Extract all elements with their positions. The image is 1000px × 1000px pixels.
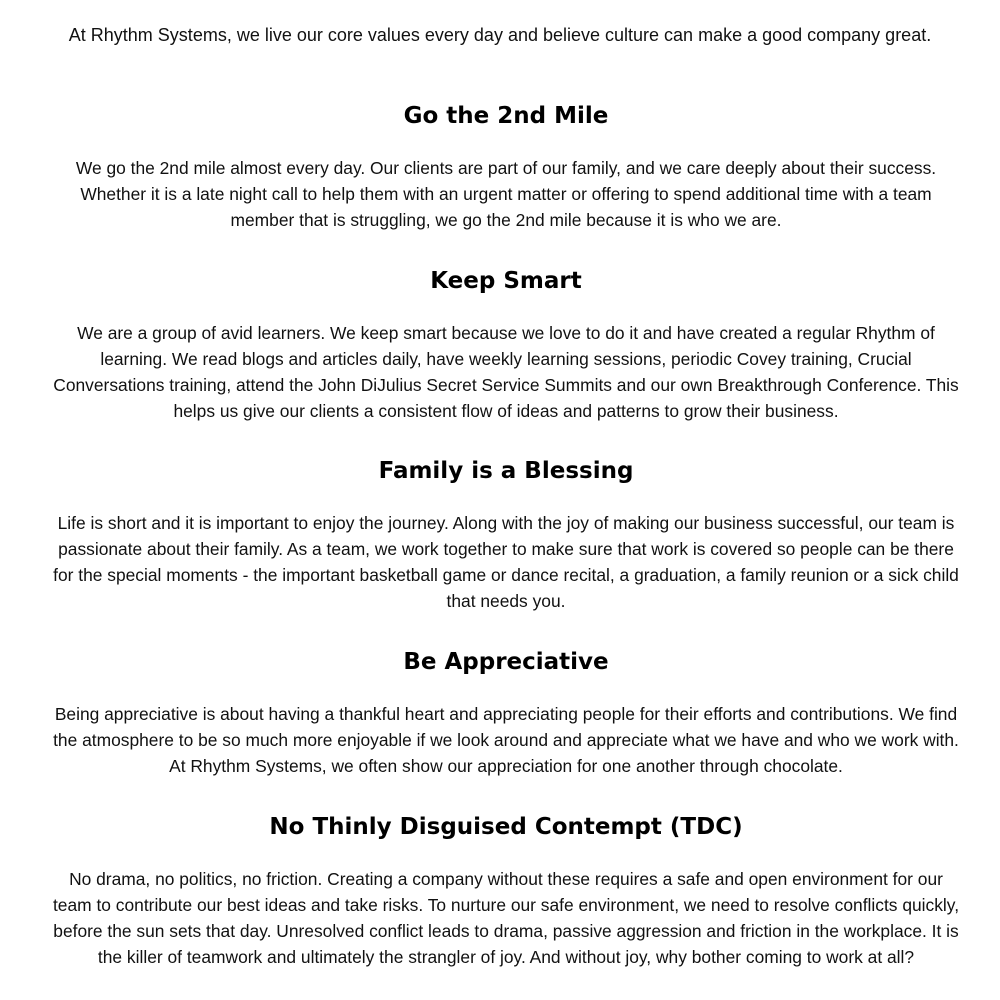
value-section-be-appreciative	[52, 647, 960, 779]
value-section-no-tdc	[52, 812, 960, 970]
value-description: Life is short and it is important to enjoy the journey. Along with the joy of making our business successful, our team is passionate about their family. As a team, we work together to make sure that work is covered so people can be there for the special moments - the important basketball game or dance recital, a graduation, a family reunion or a sick child that needs you.	[53, 513, 959, 611]
value-section-keep-smart	[52, 266, 960, 424]
value-description: No drama, no politics, no friction. Creating a company without these requires a safe and open environment for our team to contribute our best ideas and take risks. To nurture our safe environment, we need to resolve conflicts quickly, before the sun sets that day. Unresolved conflict leads to drama, passive aggression and friction in the workplace. It is the killer of teamwork and ultimately the strangler of joy. And without joy, why bother coming to work at all?	[52, 869, 960, 967]
value-heading: Keep Smart	[430, 268, 582, 294]
value-section-go-the-2nd-mile	[52, 101, 960, 233]
value-heading: Go the 2nd Mile	[403, 103, 609, 129]
value-heading: Family is a Blessing	[378, 458, 634, 484]
value-description: We are a group of avid learners. We keep smart because we love to do it and have created a regular Rhythm of learning. We read blogs and articles daily, have weekly learning sessions, periodic Covey training, Crucial Conversations training, attend the John DiJulius Secret Service Summits and our own Breakthrough Conference. This helps us give our clients a consistent flow of ideas and patterns to grow their business.	[53, 323, 959, 421]
value-heading: No Thinly Disguised Contempt (TDC)	[269, 814, 743, 840]
value-section-family-is-a-blessing	[52, 456, 960, 614]
value-heading: Be Appreciative	[403, 649, 609, 675]
intro-text: At Rhythm Systems, we live our core values every day and believe culture can make a good company great.	[68, 25, 932, 45]
value-description: Being appreciative is about having a thankful heart and appreciating people for their efforts and contributions. We find the atmosphere to be so much more enjoyable if we look around and appreciate what we have and who we work with. At Rhythm Systems, we often show our appreciation for one another through chocolate.	[53, 704, 959, 776]
value-description: We go the 2nd mile almost every day. Our clients are part of our family, and we care deeply about their success. Whether it is a late night call to help them with an urgent matter or offering to spend additional time with a team member that is struggling, we go the 2nd mile because it is who we are.	[75, 158, 937, 230]
